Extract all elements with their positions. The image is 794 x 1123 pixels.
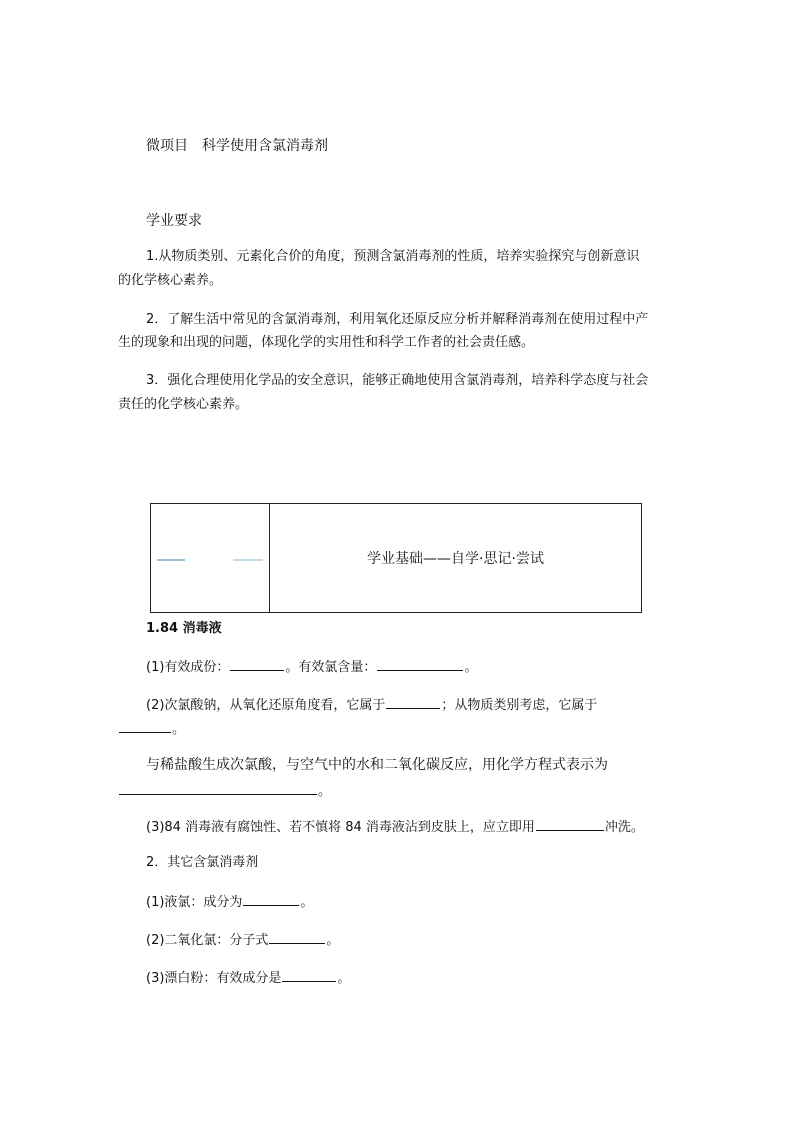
- section-2-heading: 2．其它含氯消毒剂: [146, 855, 259, 870]
- question-1-3-label: (3)84 消毒液有腐蚀性、若不慎将 84 消毒液沾到皮肤上，应立即用: [146, 820, 535, 835]
- banner-decoration-left: [157, 559, 185, 561]
- question-1-1-end: 。: [464, 660, 478, 675]
- page-title: 微项目 科学使用含氯消毒剂: [146, 138, 328, 154]
- banner-decoration-right: [233, 559, 263, 561]
- requirement-1-line-1: 1.从物质类别、元素化合价的角度，预测含氯消毒剂的性质，培养实验探究与创新意识: [146, 249, 640, 264]
- answer-blank[interactable]: [377, 656, 463, 671]
- requirement-3-line-1: 3．强化合理使用化学品的安全意识，能够正确地使用含氯消毒剂，培养科学态度与社会: [146, 373, 649, 388]
- question-1-2-mid: ；从物质类别考虑，它属于: [441, 698, 598, 713]
- question-2-1: [146, 891, 313, 913]
- requirement-1-line-2: 的化学核心素养。: [118, 273, 223, 288]
- banner-title: 学业基础——自学·思记·尝试: [367, 551, 544, 567]
- section-banner-box: [150, 503, 642, 613]
- requirements-heading: 学业要求: [146, 213, 202, 229]
- answer-blank[interactable]: [536, 816, 604, 831]
- requirement-2-line-1: 2．了解生活中常见的含氯消毒剂，利用氧化还原反应分析并解释消毒剂在使用过程中产: [146, 312, 649, 327]
- question-2-1-label: (1)液氯：成分为: [146, 895, 243, 910]
- requirement-3-line-2: 责任的化学核心素养。: [118, 397, 249, 412]
- question-1-2-label: (2)次氯酸钠，从氧化还原角度看，它属于: [146, 698, 386, 713]
- question-2-2-label: (2)二氧化氯：分子式: [146, 933, 269, 948]
- requirement-2-line-2: 生的现象和出现的问题，体现化学的实用性和科学工作者的社会责任感。: [118, 335, 535, 350]
- question-1-3-end: 冲洗。: [604, 820, 644, 835]
- answer-blank[interactable]: [243, 891, 299, 906]
- question-2-2-end: 。: [326, 933, 340, 948]
- question-2-3: [146, 967, 350, 989]
- question-2-1-end: 。: [300, 895, 314, 910]
- question-1-2-equation-prompt: 与稀盐酸生成次氯酸，与空气中的水和二氧化碳反应，用化学方程式表示为: [146, 757, 608, 773]
- question-1-2-equation-line: [118, 780, 331, 802]
- answer-blank[interactable]: [230, 656, 284, 671]
- answer-blank[interactable]: [269, 929, 325, 944]
- answer-blank[interactable]: [119, 718, 171, 733]
- question-1-2: [146, 694, 597, 716]
- section-1-heading: 1.84 消毒液: [146, 621, 222, 636]
- question-1-2-continued: [118, 718, 185, 740]
- question-1-1-mid: 。有效氯含量：: [285, 660, 377, 675]
- question-1-3: [146, 816, 644, 838]
- answer-blank[interactable]: [119, 780, 317, 795]
- answer-blank[interactable]: [282, 967, 336, 982]
- question-2-3-end: 。: [337, 971, 351, 986]
- question-1-2-equation-end: 。: [318, 784, 332, 799]
- question-2-2: [146, 929, 339, 951]
- answer-blank[interactable]: [386, 694, 440, 709]
- question-1-1: [146, 656, 477, 678]
- question-1-1-label: (1)有效成份：: [146, 660, 230, 675]
- question-1-2-end: 。: [172, 722, 186, 737]
- question-2-3-label: (3)漂白粉：有效成分是: [146, 971, 282, 986]
